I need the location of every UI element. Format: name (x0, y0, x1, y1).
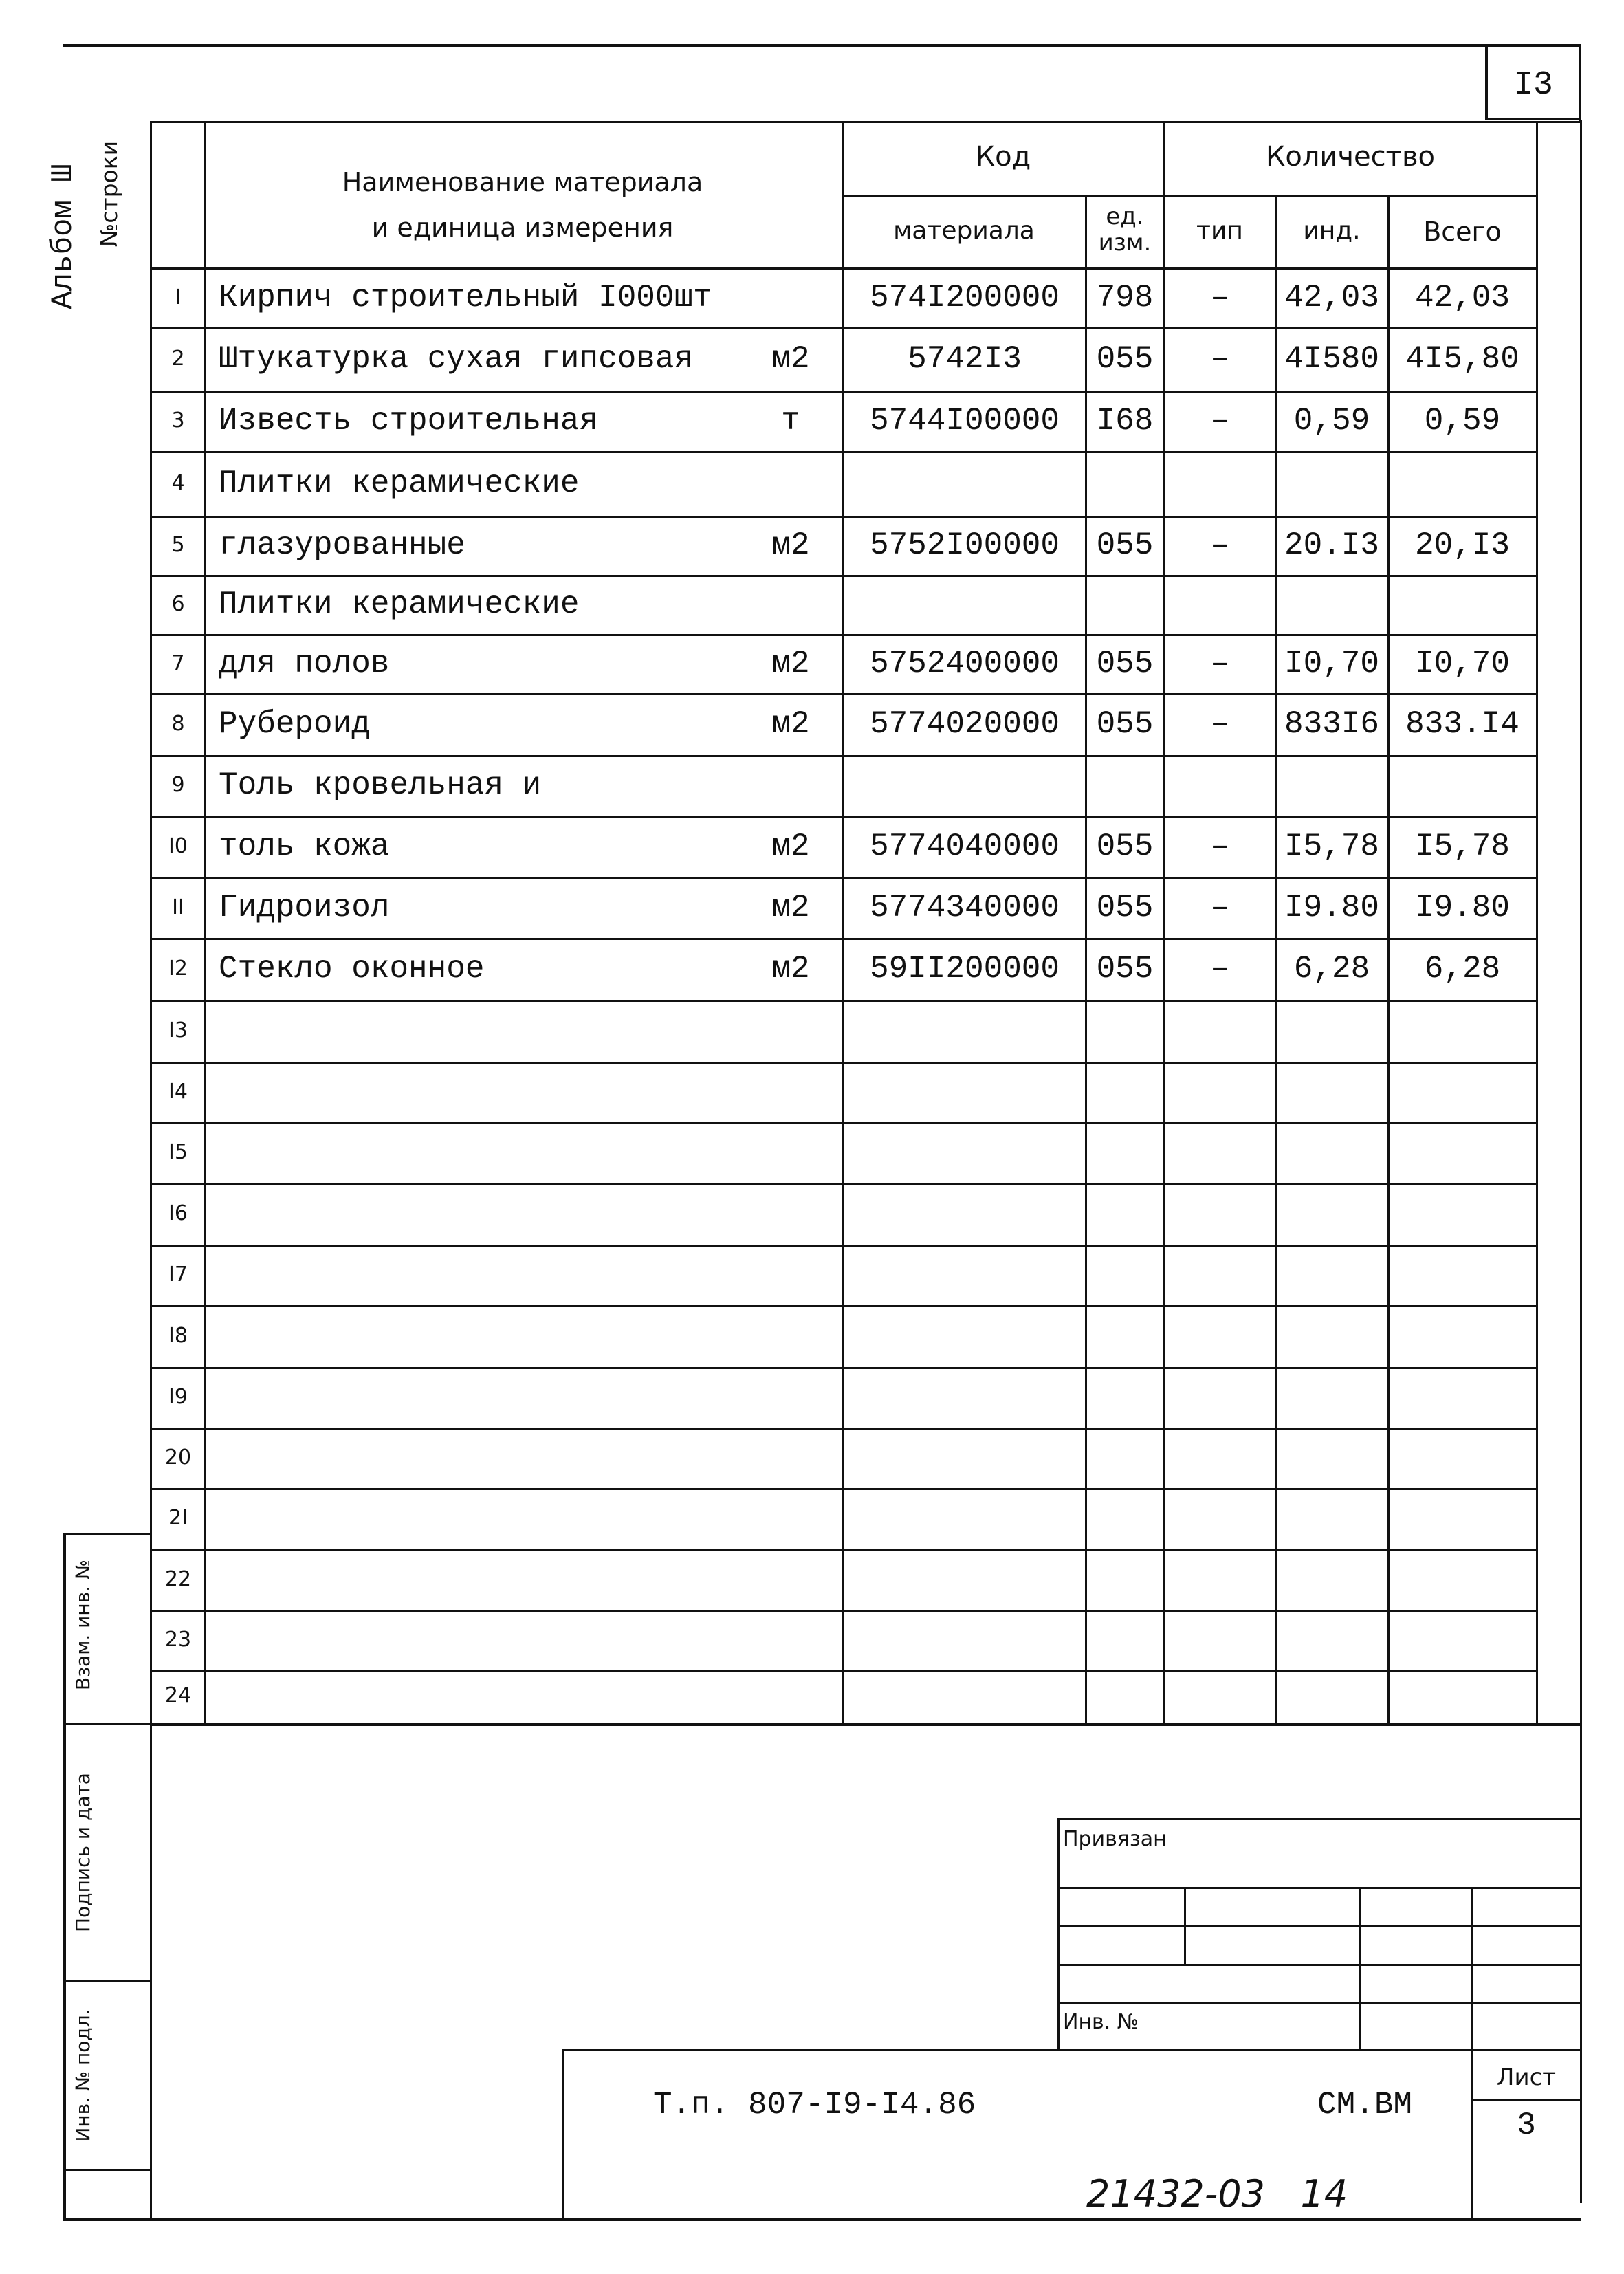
type-value: – (1210, 527, 1229, 563)
total-value: I0,70 (1414, 646, 1511, 681)
vzam-inv-label: Взам. инв. № (72, 1559, 94, 1691)
material-name: Рубероид (219, 706, 371, 742)
material-code: 5752400000 (869, 646, 1060, 681)
row-separator (150, 1610, 1537, 1612)
type-value: – (1210, 280, 1229, 316)
material-code: 5774040000 (869, 829, 1060, 864)
material-unit-text: м2 (771, 646, 810, 681)
row-separator (150, 1122, 1537, 1124)
row-number: 4 (171, 471, 185, 495)
material-name: глазурованные (219, 527, 465, 563)
row-number: I4 (168, 1080, 188, 1104)
row-separator (150, 1367, 1537, 1369)
row-separator (150, 693, 1537, 695)
unit-code: 055 (1096, 341, 1154, 377)
row-separator (150, 1183, 1537, 1185)
row-separator (150, 451, 1537, 453)
material-name: Плитки керамические (219, 587, 580, 622)
unit-code: I68 (1096, 403, 1154, 439)
row-number: II (172, 895, 184, 919)
ind-value: 0,59 (1293, 403, 1370, 439)
row-number: I8 (168, 1324, 188, 1348)
row-separator (150, 1000, 1537, 1002)
total-value: 4I5,80 (1405, 341, 1519, 377)
inv-podl-label: Инв. № подл. (72, 2009, 94, 2142)
ind-value: 20.I3 (1284, 527, 1380, 563)
material-code: 5744I00000 (869, 403, 1060, 439)
type-value: – (1210, 890, 1229, 926)
sheet-number: I3 (1513, 67, 1553, 104)
row-number: 22 (164, 1567, 192, 1591)
material-unit-text: м2 (771, 890, 810, 926)
type-value: – (1210, 341, 1229, 377)
material-name: Плитки керамические (219, 466, 580, 501)
unit-code: 798 (1096, 280, 1154, 316)
privyazan-label: Привязан (1063, 1827, 1167, 1851)
material-code: 574I200000 (869, 280, 1060, 316)
row-number: I2 (168, 956, 188, 981)
row-separator (150, 575, 1537, 577)
row-separator (150, 1488, 1537, 1490)
material-code: 5742I3 (908, 341, 1022, 377)
row-separator (150, 816, 1537, 818)
type-value: – (1210, 646, 1229, 681)
row-number: 3 (171, 408, 185, 433)
code-header: Код (975, 141, 1031, 173)
ind-value: 6,28 (1293, 951, 1370, 987)
row-number: 7 (171, 651, 185, 675)
row-number-header: №строки (96, 140, 122, 248)
material-unit-text: м2 (771, 527, 810, 563)
total-value: 42,03 (1414, 280, 1511, 316)
row-separator (150, 1062, 1537, 1064)
row-separator (150, 327, 1537, 329)
handwritten-number: 21432-03 14 (1086, 2172, 1348, 2216)
row-number: 2 (171, 347, 185, 371)
ind-value: I0,70 (1284, 646, 1380, 681)
material-unit-text: м2 (771, 341, 810, 377)
total-value: 0,59 (1424, 403, 1501, 439)
type-value: – (1210, 403, 1229, 439)
unit-code: 055 (1096, 890, 1154, 926)
type-value: – (1210, 829, 1229, 864)
ind-value: 833I6 (1284, 706, 1380, 742)
total-value: 20,I3 (1414, 527, 1511, 563)
material-header: материала (893, 217, 1035, 245)
material-unit-text: м2 (771, 829, 810, 864)
material-code: 5774340000 (869, 890, 1060, 926)
row-separator (150, 516, 1537, 518)
row-separator (150, 755, 1537, 757)
row-number: I0 (168, 834, 188, 858)
list-value: 3 (1517, 2108, 1536, 2143)
ind-value: I9.80 (1284, 890, 1380, 926)
row-number: I9 (168, 1385, 188, 1409)
unit-header: ед. изм. (1098, 203, 1152, 256)
material-code: 5774020000 (869, 706, 1060, 742)
row-separator (150, 1305, 1537, 1307)
podpis-label: Подпись и дата (72, 1773, 94, 1932)
ind-value: 4I580 (1284, 341, 1380, 377)
total-value: 6,28 (1424, 951, 1501, 987)
row-number: I6 (168, 1201, 188, 1225)
row-number: 9 (171, 773, 185, 797)
unit-code: 055 (1096, 829, 1154, 864)
total-value: I9.80 (1414, 890, 1511, 926)
material-code: 59II200000 (869, 951, 1060, 987)
type-value: – (1210, 951, 1229, 987)
material-name: Штукатурка сухая гипсовая (219, 341, 694, 377)
unit-code: 055 (1096, 646, 1154, 681)
material-name: Кирпич строительный I000шт (219, 280, 712, 316)
row-number: 24 (164, 1683, 192, 1707)
ind-value: I5,78 (1284, 829, 1380, 864)
row-number: I (175, 285, 182, 309)
row-separator (150, 634, 1537, 636)
row-number: 20 (164, 1445, 192, 1469)
album-label: Альбом Ш (46, 164, 80, 309)
material-unit-text: м2 (771, 951, 810, 987)
row-number: I5 (168, 1140, 188, 1164)
ind-value: 42,03 (1284, 280, 1380, 316)
row-separator (150, 1428, 1537, 1430)
document-type: СМ.ВМ (1317, 2087, 1413, 2123)
row-number: I3 (168, 1018, 188, 1042)
material-name: Гидроизол (219, 890, 390, 926)
type-value: – (1210, 706, 1229, 742)
unit-code: 055 (1096, 706, 1154, 742)
row-separator (150, 1549, 1537, 1551)
total-value: 833.I4 (1405, 706, 1519, 742)
row-number: 8 (171, 712, 185, 736)
row-separator (150, 1670, 1537, 1672)
row-number: 23 (164, 1628, 192, 1652)
row-number: 5 (171, 533, 185, 557)
material-name: для полов (219, 646, 390, 681)
material-name: толь кожа (219, 829, 390, 864)
row-separator (150, 1245, 1537, 1247)
total-header: Всего (1423, 217, 1502, 247)
row-separator (150, 391, 1537, 393)
ind-header: инд. (1303, 217, 1361, 245)
document-code: Т.п. 807-I9-I4.86 (653, 2087, 976, 2123)
unit-code: 055 (1096, 527, 1154, 563)
material-name: Стекло оконное (219, 951, 485, 987)
list-label: Лист (1496, 2064, 1557, 2091)
material-unit-text: т (781, 403, 800, 439)
type-header: тип (1196, 217, 1243, 245)
unit-code: 055 (1096, 951, 1154, 987)
inv-no-label: Инв. № (1063, 2010, 1139, 2034)
total-value: I5,78 (1414, 829, 1511, 864)
material-name: Толь кровельная и (219, 767, 542, 803)
row-separator (150, 877, 1537, 879)
row-separator (150, 938, 1537, 940)
row-number: 6 (171, 592, 185, 616)
name-header: Наименование материала и единица измерения (342, 167, 703, 243)
material-code: 5752I00000 (869, 527, 1060, 563)
material-unit-text: м2 (771, 706, 810, 742)
row-number: I7 (168, 1262, 188, 1287)
material-name: Известь строительная (219, 403, 599, 439)
quantity-header: Количество (1265, 141, 1435, 173)
row-number: 2I (168, 1506, 188, 1530)
